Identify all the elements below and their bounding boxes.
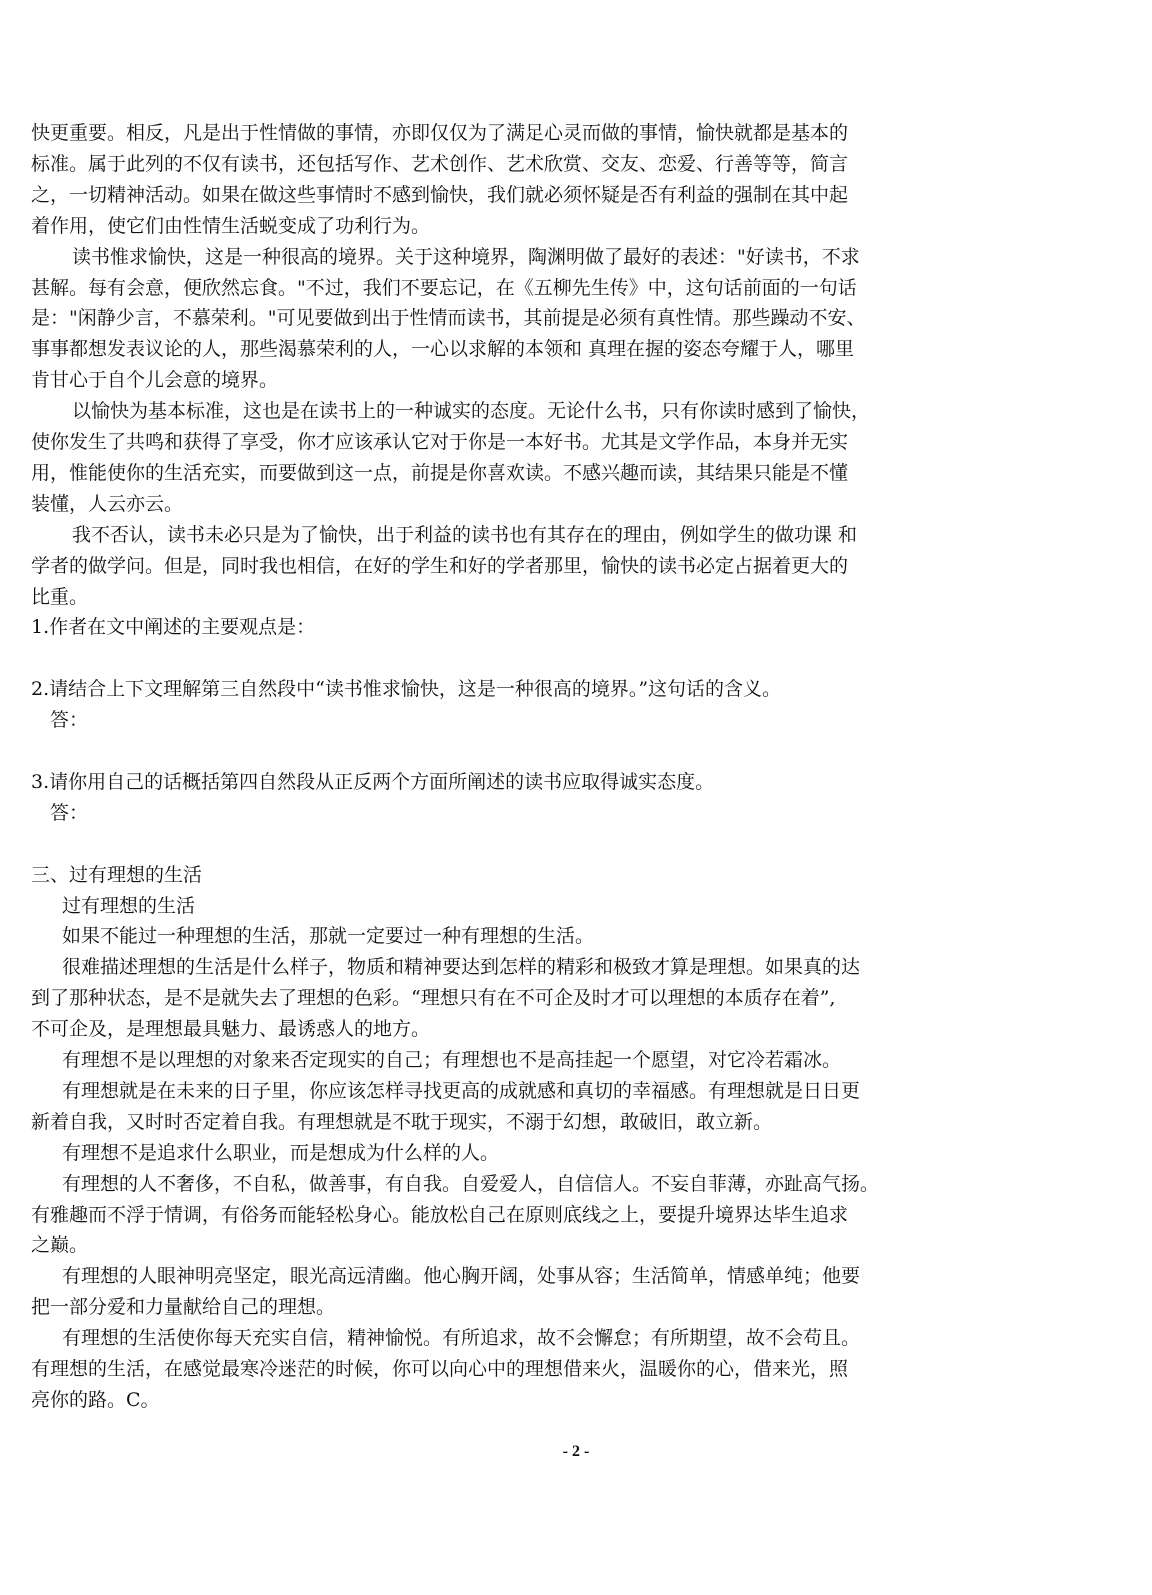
text-line: 3.请你用自己的话概括第四自然段从正反两个方面所阐述的读书应取得诚实态度。 bbox=[31, 770, 715, 793]
text-line: 学者的做学问。但是，同时我也相信，在好的学生和好的学者那里，愉快的读书必定占据着更大的 bbox=[31, 554, 849, 577]
text-line: 很难描述理想的生活是什么样子，物质和精神要达到怎样的精彩和极致才算是理想。如果真的达 bbox=[62, 956, 861, 979]
text-line: 有雅趣而不浮于情调，有俗务而能轻松身心。能放松自己在原则底线之上，要提升境界达毕生追求 bbox=[31, 1203, 849, 1226]
text-line: 新着自我，又时时否定着自我。有理想就是不耽于现实，不溺于幻想，敢破旧，敢立新。 bbox=[31, 1110, 773, 1133]
text-line: 着作用，使它们由性情生活蜕变成了功利行为。 bbox=[31, 214, 431, 237]
text-line: 2.请结合上下文理解第三自然段中“读书惟求愉快，这是一种很高的境界。”这句话的含义。 bbox=[31, 678, 782, 701]
text-line: 是："闲静少言，不慕荣利。"可见要做到出于性情而读书，其前提是必须有真性情。那些躁动不安、 bbox=[31, 307, 866, 330]
text-line: 过有理想的生活 bbox=[62, 894, 196, 917]
page-number: - 2 - bbox=[562, 1443, 590, 1460]
text-line: 1.作者在文中阐述的主要观点是： bbox=[31, 616, 316, 639]
text-line: 三、过有理想的生活 bbox=[31, 863, 203, 886]
text-line: 有理想的人眼神明亮坚定，眼光高远清幽。他心胸开阔，处事从容；生活简单，情感单纯；他要 bbox=[62, 1265, 861, 1288]
text-line: 有理想不是追求什么职业，而是想成为什么样的人。 bbox=[62, 1141, 500, 1164]
text-line: 有理想的生活使你每天充实自信，精神愉悦。有所追求，故不会懈怠；有所期望，故不会苟且。 bbox=[62, 1327, 861, 1350]
text-line: 有理想就是在未来的日子里，你应该怎样寻找更高的成就感和真切的幸福感。有理想就是日日更 bbox=[62, 1079, 861, 1102]
text-line: 答： bbox=[50, 709, 89, 732]
text-line: 如果不能过一种理想的生活，那就一定要过一种有理想的生活。 bbox=[62, 925, 595, 948]
text-line: 以愉快为基本标准，这也是在读书上的一种诚实的态度。无论什么书，只有你读时感到了愉快， bbox=[72, 400, 871, 423]
text-line: 事事都想发表议论的人，那些渴慕荣利的人，一心以求解的本领和 真理在握的姿态夸耀于人，哪里 bbox=[31, 338, 855, 361]
text-line: 不可企及，是理想最具魅力、最诱惑人的地方。 bbox=[31, 1018, 431, 1041]
text-line: 亮你的路。C。 bbox=[31, 1388, 160, 1411]
text-line: 有理想不是以理想的对象来否定现实的自己；有理想也不是高挂起一个愿望，对它冷若霜冰。 bbox=[62, 1049, 842, 1071]
text-line: 把一部分爱和力量献给自己的理想。 bbox=[31, 1296, 336, 1319]
text-line: 到了那种状态，是不是就失去了理想的色彩。“理想只有在不可企及时才可以理想的本质存在着”, bbox=[31, 987, 836, 1010]
text-line: 肯甘心于自个儿会意的境界。 bbox=[31, 369, 279, 392]
text-line: 有理想的人不奢侈，不自私，做善事，有自我。自爱爱人，自信信人。不妄自菲薄，亦趾高气扬。 bbox=[62, 1172, 880, 1195]
text-line: 读书惟求愉快，这是一种很高的境界。关于这种境界，陶渊明做了最好的表述："好读书，不求 bbox=[72, 245, 860, 268]
text-line: 甚解。每有会意，便欣然忘食。"不过，我们不要忘记，在《五柳先生传》中，这句话前面的一句话 bbox=[31, 276, 857, 299]
text-line: 之巅。 bbox=[31, 1234, 89, 1257]
text-line: 答： bbox=[50, 801, 89, 824]
text-line: 快更重要。相反，凡是出于性情做的事情，亦即仅仅为了满足心灵而做的事情，愉快就都是基本的 bbox=[31, 122, 849, 144]
text-line: 有理想的生活，在感觉最寒冷迷茫的时候，你可以向心中的理想借来火，温暖你的心，借来光，照 bbox=[31, 1358, 849, 1380]
text-line: 用，惟能使你的生活充实，而要做到这一点，前提是你喜欢读。不感兴趣而读，其结果只能是不懂 bbox=[31, 461, 849, 484]
text-line: 标准。属于此列的不仅有读书，还包括写作、艺术创作、艺术欣赏、交友、恋爱、行善等等，简言 bbox=[31, 152, 849, 175]
text-line: 装懂，人云亦云。 bbox=[31, 492, 184, 515]
text-line: 使你发生了共鸣和获得了享受，你才应该承认它对于你是一本好书。尤其是文学作品，本身并无实 bbox=[31, 431, 849, 453]
text-line: 比重。 bbox=[31, 585, 89, 608]
text-line: 我不否认，读书未必只是为了愉快，出于利益的读书也有其存在的理由，例如学生的做功课 和 bbox=[72, 523, 858, 546]
text-line: 之，一切精神活动。如果在做这些事情时不感到愉快，我们就必须怀疑是否有利益的强制在其中起 bbox=[31, 183, 849, 206]
